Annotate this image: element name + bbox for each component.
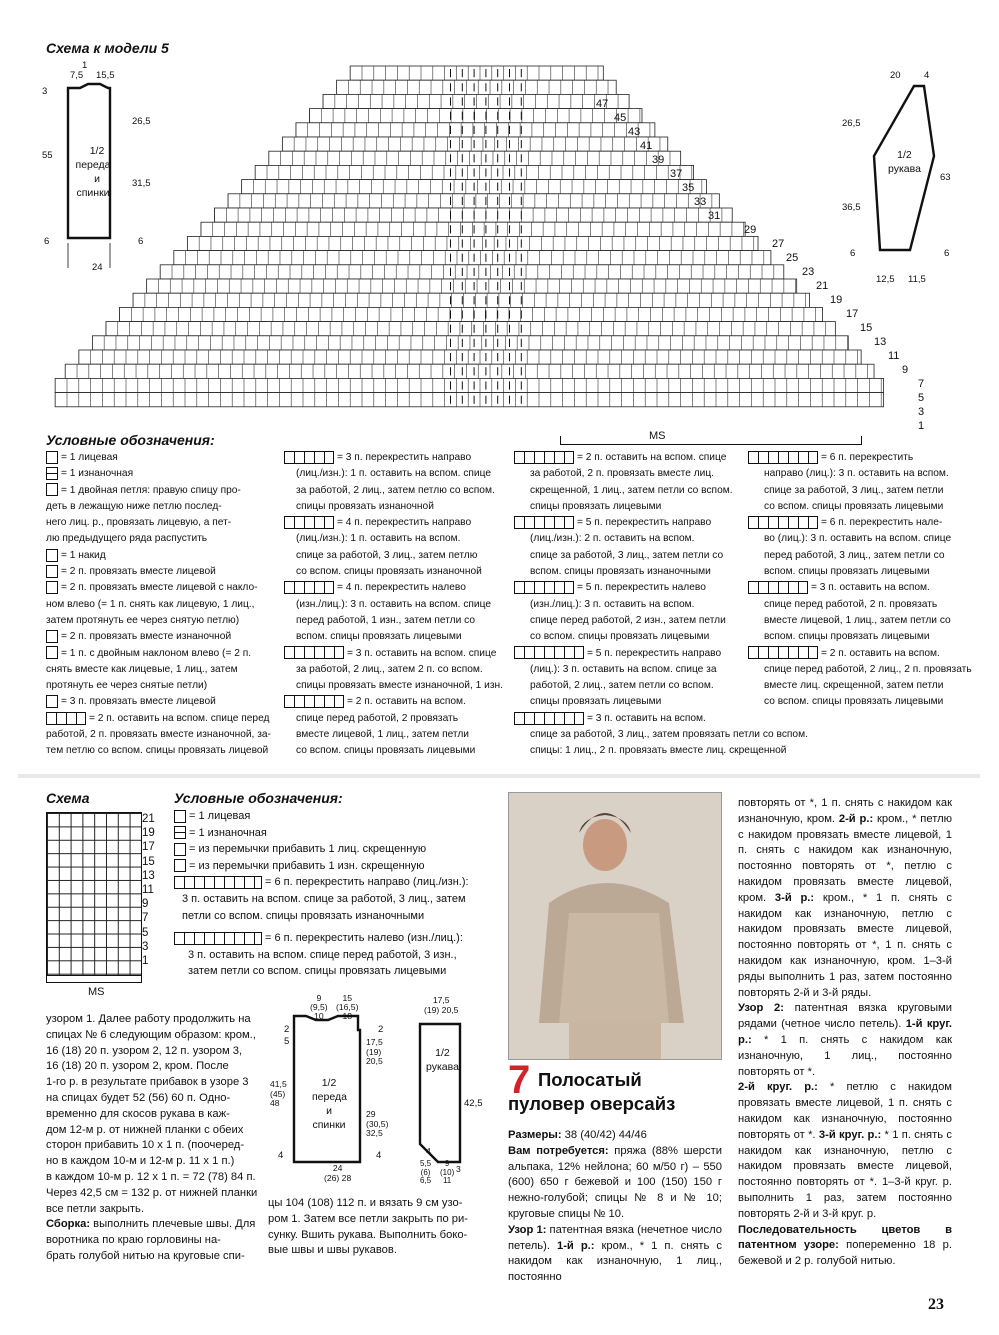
cable-icon — [514, 451, 574, 464]
cable-icon — [284, 695, 344, 708]
sleeve-schema-outline — [840, 62, 990, 292]
dim-label: 4 — [376, 1150, 382, 1161]
dim-label: 5,5 (6) 6,5 — [420, 1159, 432, 1185]
legend-title: Условные обозначения: — [174, 790, 343, 806]
dim-label: 15 (16,5) 18 — [336, 993, 359, 1021]
cable-icon — [284, 581, 334, 594]
legend-column-4: = 6 п. перекрестить направо (лиц.): 3 п. оставить на вспом. спице за работой, 3 лиц., затем петли со вспом. спицы провязать лицевыми = 6 п. перекрестить нале- во (лиц.): 3 п. оставить на вспом. спице перед работой, 3 лиц., затем петли со вспом. спицы провязать лицевыми = 3 п. оставить на вспом. спице перед работой, 2 п. провязать вместе лицевой, 1 лиц., затем петли со вспом. спицы провязать лицевыми = 2 п. оставить на вспом. спице перед работой, 2 лиц., 2 п. провязать вместе лиц. скрещенной, затем петли со вспом. спицы провязать лицевыми — [748, 450, 984, 711]
model-photo — [508, 792, 722, 1060]
chart-row — [201, 222, 745, 236]
text-column-1: узором 1. Далее работу продолжить на спицах № 6 следующим образом: кром., 16 (18) 20 п. узором 2, 12 п. узором 3, 16 (18) 20 п. узором 2, кром. После 1-го р. в результате прибавок в узоре 3 на спицах будет 52 (56) 60 п. Одно- временно для скосов рукава в каж- дом 12-м р. от нижней планки с обеих сторон прибавить 10 х 1 п. (поочеред- но в каждом 10-м и 12-м р. 11 х 1 п.) в каждом 10-м р. 12 х 1 п. = 72 (78) 84 п. Через 42,5 см = 132 р. от нижней планки все петли закрыть. Сборка: выполнить плечевые швы. Для воротника по краю горловины на- брать голубой нитью на круговые спи- — [46, 1013, 258, 1262]
schema-label: 1/2 переда и спинки — [75, 145, 111, 199]
ms-bracket — [560, 436, 862, 445]
dim-label: 2 — [284, 1024, 290, 1035]
row-number: 21 — [816, 280, 829, 292]
chart-row — [174, 251, 771, 265]
chart-row — [187, 236, 758, 250]
cable-right-icon — [174, 876, 262, 889]
row-number: 1 — [918, 420, 925, 432]
double-decrease-icon — [46, 646, 58, 659]
legend-column-1: = 1 лицевая = 1 изнаночная = 1 двойная петля: правую спицу про- деть в лежащую ниже петлю послед- него лиц. р., провязать лицевую, а пет- лю предыдущего ряда распустить = 1 накид = 2 п. провязать вместе лицевой = 2 п. провязать вместе лицевой с накло- ном влево (= 1 п. снять как лицевую, 1 лиц., затем протянуть ее через снятую петлю) = 2 п. провязать вместе изнаночной = 1 п. с двойным наклоном влево (= 2 п. снять вместе как лицевые, 1 лиц., затем протянуть ее через снятые петли) = 3 п. провязать вместе лицевой = 2 п. оставить на вспом. спице перед работой, 2 п. провязать вместе изнаночной, за- тем петлю со вспом. спицы провязать лицевой — [46, 452, 271, 757]
dim-label: 9 (10) 11 — [440, 1159, 455, 1185]
chart-row — [106, 322, 835, 336]
row-number: 33 — [694, 196, 707, 208]
chart-row — [147, 279, 797, 293]
small-knitting-chart — [46, 812, 142, 976]
increase-knit-icon — [174, 843, 186, 856]
dim-label: 15,5 — [96, 70, 115, 81]
chart-row — [79, 350, 861, 364]
row-number: 13 — [874, 336, 887, 348]
increase-purl-icon — [174, 859, 186, 872]
dim-label: 41,5 (45) 48 — [270, 1079, 287, 1108]
chart-row — [55, 378, 883, 392]
row-number: 27 — [772, 238, 785, 250]
row-number: 7 — [918, 378, 925, 390]
dim-label: 29 (30,5) 32,5 — [366, 1109, 389, 1138]
legend-title: Условные обозначения: — [46, 432, 215, 448]
row-number: 37 — [670, 168, 683, 180]
row-number: 5 — [918, 392, 925, 404]
row-number: 15 — [860, 322, 873, 334]
chart-row — [323, 94, 629, 108]
row-number: 29 — [744, 224, 757, 236]
dim-label: 6 — [44, 236, 50, 247]
legend-column-3: = 2 п. оставить на вспом. спице за работой, 2 п. провязать вместе лиц. скрещенной, 1 лиц., затем петли со вспом. спицы провязать лицевыми = 5 п. перекрестить направо (лиц./изн.): 2 п. оставить на вспом. спице за работой, 3 лиц., затем петли со вспом. спицы провязать изнаночными = 5 п. перекрестить налево (изн./лиц.): 3 п. оставить на вспом. спице перед работой, 2 изн., затем петли со вспом. спицы провязать лицевыми = 5 п. перекрестить направо (лиц.): 3 п. оставить на вспом. спице за работой, 2 лиц., затем петли со вспом. спицы провязать лицевыми = 3 п. оставить на вспом. спице за работой, 3 лиц., затем провязать петли со вспом. спицы: 1 лиц., 2 п. провязать вместе лиц. скрещенной — [514, 450, 750, 760]
chart-row — [133, 293, 809, 307]
section-divider — [18, 774, 980, 778]
schema-label: 1/2 рукава — [888, 149, 921, 175]
dim-label: 5 — [284, 1036, 290, 1047]
row-number: 9 — [902, 364, 909, 376]
chart-row — [282, 137, 667, 151]
dim-label: 3 — [456, 1164, 461, 1174]
cable-icon — [748, 451, 818, 464]
page-title: Схема к модели 5 — [46, 40, 169, 56]
purl-symbol-icon — [46, 467, 58, 480]
purl-symbol-icon — [174, 826, 186, 839]
dim-label: 6 — [850, 248, 856, 259]
text-column-3: Размеры: 38 (40/42) 44/46 Вам потребуется: пряжа (88% шерсти альпака, 12% нейлона; 60 м/50 г) – 550 (600) 650 г бежевой и 100 (150) 150 г нежно-голубой; спицы № 8 и № 10; круговые спицы № 10. Узор 1: патентная вязка (нечетное число петель). 1-й р.: кром., * 1 п. снять с накидом как изнаночную, 1 лиц., постоянно — [508, 1129, 722, 1284]
cable-icon — [748, 581, 808, 594]
dim-label: 26,5 — [842, 118, 861, 129]
text-column-2: цы 104 (108) 112 п. и вязать 9 см узо- ром 1. Затем все петли закрыть по ри- сунку. Вшить рукава. Выполнить боко- вые швы и швы рукавов. — [268, 1197, 469, 1257]
text-column-4: повторять от *, 1 п. снять с накидом как изнаночную, кром. 2-й р.: кром., * петлю с накидом провязать вместе лицевой, 1 п. снять с накидом как изнаночную, постоянно повторять от *, петлю с накидом провязать вместе лицевой, кром. 3-й р.: кром., * 1 п. снять с накидом как изнаночную, петлю с накидом провязать вместе лицевой, постоянно повторять от *, 1 п. снять с накидом как изнаночную, кром. 1–3-й ряды выполнить 1 раз, затем постоянно повторять 2-й и 3-й ряды. Узор 2: патентная вязка круговыми рядами (четное число петель). 1-й круг. р.: * 1 п. снять с накидом как изнаночную, 1 лиц., постоянно повторять от *. 2-й круг. р.: * петлю с накидом провязать вместе лицевой, 1 п. снять с накидом как изнаночную, постоянно повторять от *. 3-й круг. р.: * 1 п. снять с накидом как изнаночную, петлю с накидом провязать вместе лицевой, постоянно повторять от *. 1–3-й круг. р. выполнить 1 раз, затем постоянно повторять 2-й и 3-й круг. р. Последовательность цветов в патентном узоре: попеременно 18 р. бежевой и 2 р. голубой нитью. — [738, 797, 952, 1268]
dim-label: 6 — [138, 236, 144, 247]
dim-label: 55 — [42, 150, 53, 161]
dim-label: 4 — [924, 70, 930, 81]
model-title: Полосатый пуловер оверсайз — [508, 1069, 676, 1114]
chart-row — [269, 151, 681, 165]
k2tog-icon — [46, 565, 58, 578]
ms-bracket — [46, 976, 142, 983]
row-number: 17 — [846, 308, 859, 320]
p2tog-icon — [46, 630, 58, 643]
chart-row — [350, 66, 603, 80]
cable-icon — [284, 516, 334, 529]
schema-label: 1/2 рукава — [426, 1047, 459, 1073]
row-number: 23 — [802, 266, 815, 278]
model-photo-illustration — [509, 793, 721, 1059]
cable-icon — [46, 712, 86, 725]
row-number: 31 — [708, 210, 721, 222]
chart-row — [65, 364, 874, 378]
dim-label: 36,5 — [842, 202, 861, 213]
cable-icon — [284, 646, 344, 659]
double-stitch-icon — [46, 483, 58, 496]
knit-symbol-icon — [46, 451, 58, 464]
cable-icon — [514, 712, 584, 725]
legend-2-list: = 1 лицевая = 1 изнаночная = из перемычки прибавить 1 лиц. скрещенную = из перемычки прибавить 1 изн. скрещенную = 6 п. перекрестить направо (лиц./изн.): 3 п. оставить на вспом. спице за работой, 3 лиц., затем петли со вспом. спицы провязать изнаночными = 6 п. перекрестить налево (изн./лиц.): 3 п. оставить на вспом. спице перед работой, 3 изн., затем петли со вспом. спицы провязать лицевыми — [174, 808, 504, 980]
dim-label: 24 — [92, 262, 103, 273]
cable-icon — [514, 581, 574, 594]
chart-row — [337, 80, 617, 94]
row-number: 11 — [888, 350, 900, 362]
row-number: 43 — [628, 126, 641, 138]
legend-column-2: = 3 п. перекрестить направо (лиц./изн.): 1 п. оставить на вспом. спице за работой, 2 лиц., затем петлю со вспом. спицы провязать изнаночной = 4 п. перекрестить направо (лиц./изн.): 1 п. оставить на вспом. спице за работой, 3 лиц., затем петлю со вспом. спицы провязать изнаночной = 4 п. перекрестить налево (изн./лиц.): 3 п. оставить на вспом. спице перед работой, 1 изн., затем петли со вспом. спицы провязать лицевыми = 3 п. оставить на вспом. спице за работой, 2 лиц., затем 2 п. со вспом. спицы провязать вместе изнаночной, 1 изн. = 2 п. оставить на вспом. спице перед работой, 2 провязать вместе лицевой, 1 лиц., затем петли со вспом. спицы провязать лицевыми — [284, 450, 510, 760]
dim-label: 3 — [42, 86, 48, 97]
cable-icon — [514, 516, 574, 529]
row-number: 25 — [786, 252, 799, 264]
row-number: 19 — [830, 294, 843, 306]
schema-label: 1/2 переда и спинки — [312, 1077, 347, 1131]
sleeve-schema-7 — [408, 994, 496, 1194]
ssk-icon — [46, 581, 58, 594]
dim-label: 1 — [82, 60, 88, 71]
yarn-over-icon — [46, 549, 58, 562]
dim-label: 11,5 — [908, 274, 926, 285]
row-number: 39 — [652, 154, 665, 166]
body-schema-7 — [268, 994, 398, 1194]
row-number: 45 — [614, 112, 627, 124]
cable-icon — [748, 646, 818, 659]
chart-row — [160, 265, 784, 279]
cable-icon — [748, 516, 818, 529]
row-number: 35 — [682, 182, 695, 194]
chart-row — [215, 208, 733, 222]
chart-row — [120, 307, 823, 321]
dim-label: 2 — [378, 1024, 384, 1035]
dim-label: 24 (26) 28 — [324, 1163, 352, 1183]
dim-label: 26,5 — [132, 116, 151, 127]
model-number: 7 — [508, 1058, 531, 1102]
dim-label: 63 — [940, 172, 951, 183]
chart-row — [55, 393, 883, 407]
dim-label: 42,5 — [464, 1098, 483, 1109]
page-number: 23 — [928, 1296, 944, 1313]
chart-row — [309, 109, 641, 123]
cable-icon — [284, 451, 334, 464]
ms-label: MS — [646, 430, 669, 442]
dim-label: 17,5 (19) 20,5 — [366, 1037, 383, 1066]
row-number: 47 — [596, 98, 609, 110]
knit-symbol-icon — [174, 810, 186, 823]
dim-label: 20 — [890, 70, 901, 81]
dim-label: 4 — [426, 1146, 431, 1156]
small-chart-row-numbers: 21 19 17 15 13 11 9 7 5 3 1 — [142, 813, 155, 968]
row-number: 3 — [918, 406, 925, 418]
main-chart-grid — [48, 64, 918, 436]
dim-label: 7,5 — [70, 70, 84, 81]
cable-left-icon — [174, 932, 262, 945]
dim-label: 6 — [944, 248, 950, 259]
k3tog-icon — [46, 695, 58, 708]
schema-title: Схема — [46, 790, 90, 806]
row-number: 41 — [640, 140, 653, 152]
chart-row — [92, 336, 848, 350]
sleeve-schema — [840, 62, 990, 292]
dim-label: 9 (9,5) 10 — [310, 993, 328, 1021]
main-knitting-chart — [48, 64, 925, 436]
dim-label: 31,5 — [132, 178, 151, 189]
chart-row — [296, 123, 655, 137]
cable-icon — [514, 646, 584, 659]
ms-label: MS — [88, 986, 105, 998]
dim-label: 4 — [278, 1150, 284, 1161]
dim-label: 17,5 (19) 20,5 — [424, 995, 459, 1015]
dim-label: 12,5 — [876, 274, 895, 285]
